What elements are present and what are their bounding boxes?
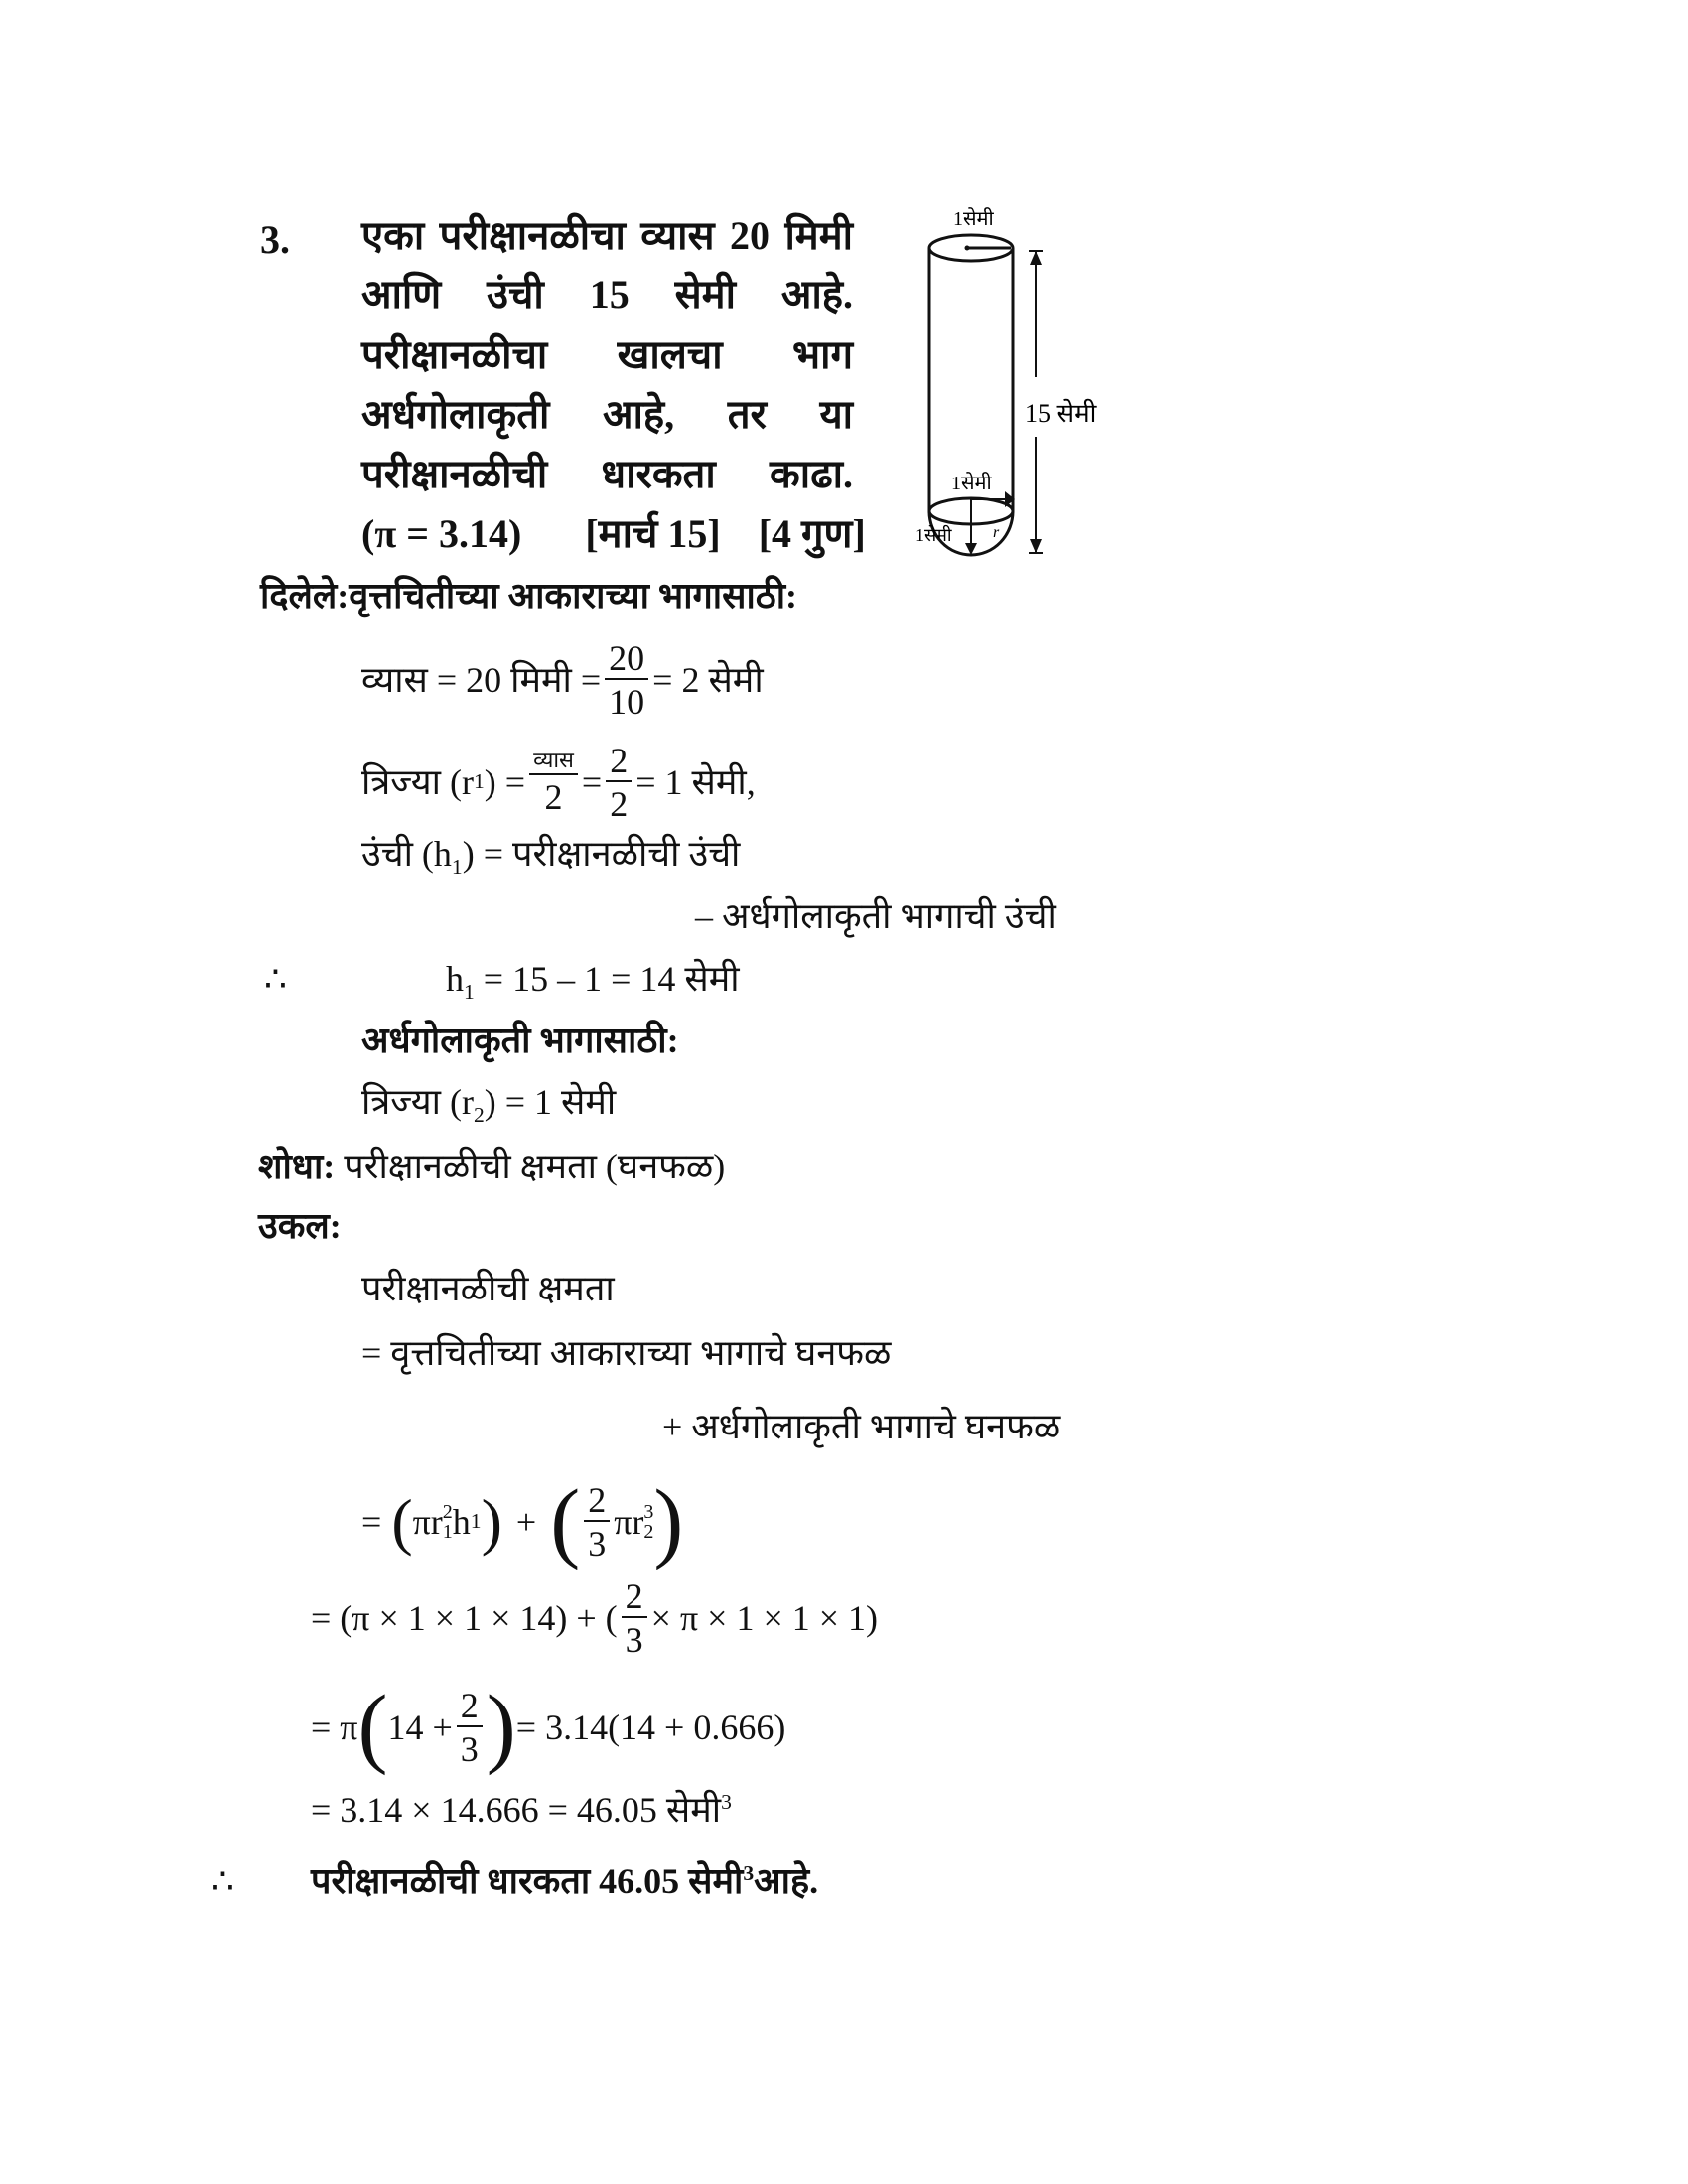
word: भाग: [791, 333, 853, 377]
height-label: 15 सेमी: [1025, 399, 1097, 428]
marks-tag: [4 गुण]: [758, 511, 866, 556]
question-number: 3.: [260, 217, 290, 262]
given-heading-line: [260, 578, 797, 614]
solution-line-3: + अर्धगोलाकृती भागाचे घनफळ: [662, 1407, 1061, 1446]
h-symbol: h: [446, 959, 464, 999]
conclusion-end: आहे.: [754, 1861, 819, 1901]
word: आहे,: [602, 392, 675, 437]
fraction: [605, 640, 648, 720]
denominator: 3: [588, 1524, 607, 1564]
height1-value: = 15 – 1 = 14 सेमी: [474, 959, 740, 999]
test-tube-diagram: [894, 194, 1132, 571]
word: 20: [730, 213, 770, 258]
result-text: = 3.14 × 14.666 = 46.05 सेमी: [311, 1790, 722, 1830]
subscript: 1: [451, 855, 463, 880]
word: अर्धगोलाकृती: [361, 392, 550, 437]
conclusion-line: [311, 1863, 818, 1899]
simplify-line: [311, 1678, 786, 1776]
word: या: [819, 392, 853, 437]
subscript: 1: [470, 1509, 482, 1534]
question-line-2: [361, 272, 853, 317]
solution-heading: उकल:: [258, 1206, 342, 1246]
fraction: [529, 750, 578, 815]
radius1-rhs: = 1 सेमी,: [635, 762, 756, 802]
word: आहे.: [780, 272, 853, 317]
paren-open: (: [550, 1472, 581, 1570]
hemisphere-radius-label: 1सेमी: [915, 525, 952, 545]
subscript: 1: [473, 769, 485, 794]
denominator: 3: [460, 1729, 479, 1769]
word: खालचा: [617, 333, 723, 377]
superscript: 3: [721, 1790, 732, 1814]
word: उंची: [487, 272, 544, 317]
question-line-4: [361, 392, 853, 437]
hemisphere-heading: अर्धगोलाकृती भागासाठी:: [361, 1021, 679, 1060]
subscript: 2: [643, 1521, 654, 1543]
pi-r: πr: [412, 1502, 443, 1542]
numerator: व्यास: [529, 750, 578, 775]
word: व्यास: [640, 213, 715, 258]
equals: =: [361, 1502, 382, 1542]
solution-line-2: = वृत्तचितीच्या आकाराच्या भागाचे घनफळ: [361, 1333, 892, 1373]
height1-line: [361, 836, 740, 879]
radius1-lhs-end: ) =: [484, 762, 526, 802]
h-symbol: h: [452, 1502, 471, 1542]
fraction: [457, 1688, 483, 1767]
radius1-lhs: त्रिज्या (r: [361, 762, 474, 802]
word: एका: [361, 213, 425, 258]
radius2-rhs: ) = 1 सेमी: [484, 1082, 617, 1122]
word: मिमी: [784, 213, 853, 258]
paren-open: (: [357, 1678, 388, 1776]
given-heading: दिलेले:: [260, 576, 350, 615]
superscript: 3: [643, 1501, 654, 1523]
substitution-line: [311, 1578, 878, 1658]
numerator: 20: [605, 640, 648, 680]
word: सेमी: [674, 272, 736, 317]
pi-note: (π = 3.14): [361, 511, 522, 556]
word: 15: [589, 272, 630, 317]
height1-continuation: – अर्धगोलाकृती भागाची उंची: [695, 896, 1056, 936]
result-line: [311, 1792, 732, 1828]
word: परीक्षानळीचा: [439, 213, 626, 258]
subscript: 1: [464, 980, 475, 1005]
simplify-part-c: = 3.14(14 + 0.666): [515, 1707, 786, 1747]
formula-line: [361, 1472, 684, 1570]
numerator: 2: [622, 1578, 647, 1618]
fraction: [606, 743, 632, 822]
substitution-part-b: × π × 1 × 1 × 1): [650, 1598, 879, 1638]
question-line-1: [361, 213, 853, 258]
find-text: परीक्षानळीची क्षमता (घनफळ): [335, 1147, 726, 1186]
find-line: [258, 1149, 725, 1184]
superscript: 2: [442, 1501, 453, 1523]
subscript: 1: [442, 1521, 453, 1543]
top-radius-label: 1सेमी: [953, 208, 994, 230]
question-line-3: [361, 333, 853, 377]
find-heading: शोधा:: [258, 1147, 336, 1186]
pi-r: πr: [614, 1502, 644, 1542]
paren-close: ): [653, 1472, 684, 1570]
denominator: 3: [625, 1620, 643, 1660]
word: तर: [727, 392, 767, 437]
bottom-radius-label: 1सेमी: [951, 473, 992, 494]
radius2-lhs: त्रिज्या (r: [361, 1082, 474, 1122]
paren-close: ): [481, 1486, 502, 1557]
denominator: 10: [609, 682, 645, 722]
equals: =: [581, 762, 603, 802]
diameter-rhs: = 2 सेमी: [652, 660, 764, 700]
r-label: r: [993, 524, 1000, 541]
exam-tag: [मार्च 15]: [585, 511, 721, 556]
question-line-5: [361, 452, 853, 496]
simplify-part-b: 14 +: [387, 1707, 453, 1747]
subscript: 2: [473, 1103, 485, 1128]
cylinder-heading: वृत्तचितीच्या आकाराच्या भागासाठी:: [349, 576, 798, 615]
superscript: 3: [743, 1861, 755, 1885]
therefore-symbol: ∴: [264, 959, 287, 999]
fraction: [622, 1578, 647, 1658]
diameter-lhs: व्यास = 20 मिमी =: [361, 660, 602, 700]
conclusion-text: परीक्षानळीची धारकता 46.05 सेमी: [311, 1861, 744, 1901]
word: काढा.: [770, 452, 853, 496]
height1-lhs: उंची (h: [361, 834, 452, 874]
word: आणि: [361, 272, 442, 317]
conclusion-therefore: ∴: [211, 1861, 234, 1901]
solution-line-1: परीक्षानळीची क्षमता: [361, 1269, 615, 1308]
word: परीक्षानळीची: [361, 452, 548, 496]
height1-rhs: ) = परीक्षानळीची उंची: [462, 834, 741, 874]
question-line-6: [361, 511, 866, 556]
denominator: 2: [544, 777, 563, 817]
numerator: 2: [584, 1482, 610, 1522]
radius2-line: [361, 1084, 616, 1127]
plus: +: [515, 1502, 537, 1542]
word: परीक्षानळीचा: [361, 333, 548, 377]
simplify-part-a: = π: [311, 1707, 358, 1747]
substitution-part-a: = (π × 1 × 1 × 14) + (: [311, 1598, 618, 1638]
diameter-line: [361, 640, 764, 720]
paren-open: (: [391, 1486, 413, 1557]
numerator: 2: [606, 743, 632, 782]
denominator: 2: [610, 784, 629, 824]
numerator: 2: [457, 1688, 483, 1727]
fraction: [584, 1482, 610, 1562]
height1-calc: [446, 961, 740, 1004]
radius1-line: [361, 743, 756, 822]
paren-close: ): [486, 1678, 516, 1776]
word: धारकता: [601, 452, 716, 496]
